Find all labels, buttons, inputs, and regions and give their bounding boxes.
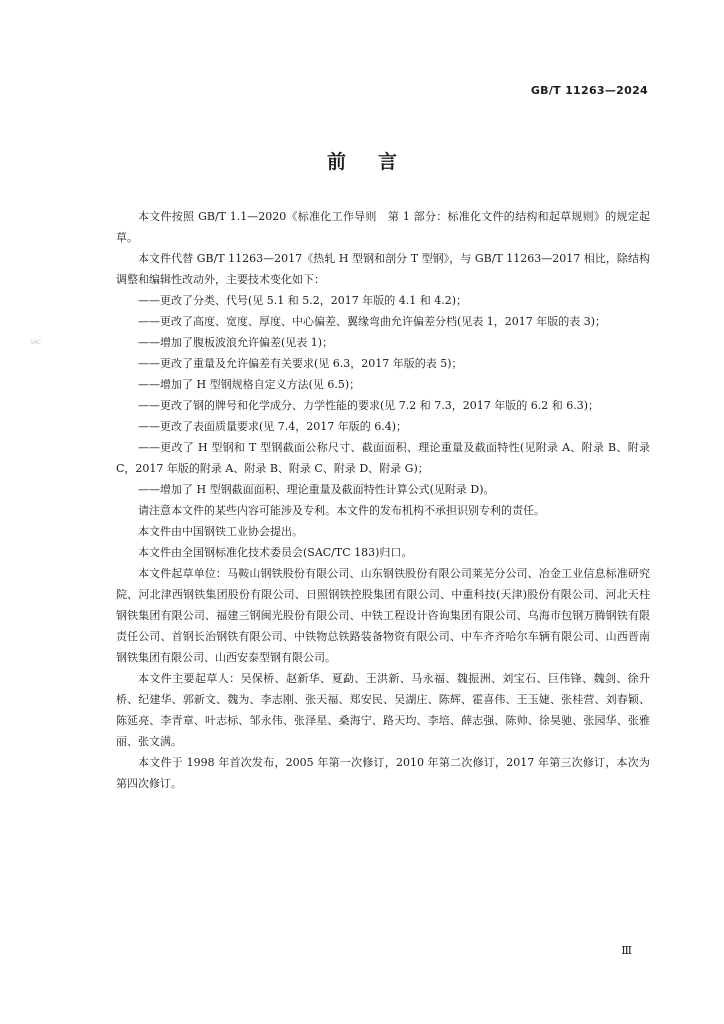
foreword-body bbox=[116, 206, 650, 794]
paragraph-committee: 本文件由全国钢标准化技术委员会(SAC/TC 183)归口。 bbox=[138, 546, 413, 559]
change-item: ——增加了 H 型钢截面面积、理论重量及截面特性计算公式(见附录 D)。 bbox=[138, 483, 495, 496]
paragraph-history: 本文件于 1998 年首次发布，2005 年第一次修订，2010 年第二次修订，2017 年第三次修订，本次为第四次修订。 bbox=[116, 756, 650, 790]
change-item: ——更改了高度、宽度、厚度、中心偏差、翼缘弯曲允许偏差分档(见表 1，2017 年版的表 3)； bbox=[138, 315, 607, 328]
sac-watermark: SAC bbox=[30, 339, 41, 346]
paragraph-drafting-units: 本文件起草单位：马鞍山钢铁股份有限公司、山东钢铁股份有限公司莱芜分公司、冶金工业信息标准研究院、河北津西钢铁集团股份有限公司、日照钢铁控股集团有限公司、中重科技(天津)股份有限公司、河北天柱钢铁集团有限公司、福建三钢闽光股份有限公司、中铁工程设计咨询集团有限公司、乌海市包钢万腾钢铁有限责任公司、首钢长治钢铁有限公司、中铁物总铁路装备物资有限公司、中车齐齐哈尔车辆有限公司、山西晋南钢铁集团有限公司、山西安泰型钢有限公司。 bbox=[116, 567, 650, 664]
change-item: ——增加了 H 型钢规格自定义方法(见 6.5)； bbox=[138, 378, 361, 391]
paragraph-proposer: 本文件由中国钢铁工业协会提出。 bbox=[138, 525, 303, 538]
paragraph-replacement: 本文件代替 GB/T 11263—2017《热轧 H 型钢和剖分 T 型钢》，与 GB/T 11263—2017 相比，除结构调整和编辑性改动外，主要技术变化如下： bbox=[116, 252, 650, 286]
change-item: ——更改了分类、代号(见 5.1 和 5.2，2017 年版的 4.1 和 4.2)； bbox=[138, 294, 468, 307]
paragraph-drafting-rule: 本文件按照 GB/T 1.1—2020《标准化工作导则 第 1 部分：标准化文件的结构和起草规则》的规定起草。 bbox=[116, 210, 650, 244]
page-number: Ⅲ bbox=[621, 944, 632, 957]
change-item: ——更改了重量及允许偏差有关要求(见 6.3，2017 年版的表 5)； bbox=[138, 357, 463, 370]
paragraph-patent-notice: 请注意本文件的某些内容可能涉及专利。本文件的发布机构不承担识别专利的责任。 bbox=[138, 504, 545, 517]
standard-code: GB/T 11263—2024 bbox=[530, 84, 648, 97]
paragraph-drafters: 本文件主要起草人：吴保桥、赵新华、夏勐、王洪新、马永福、魏振洲、刘宝石、巨伟锋、魏剑、徐升桥、纪建华、郭新文、魏为、李志刚、张天福、郑安民、吴湖庄、陈辉、霍喜伟、王玉婕、张桂营、刘春颖、陈延亮、李青章、叶志标、邹永伟、张泽星、桑海宁、路天均、李培、薛志强、陈帅、徐昊驰、张园华、张雅丽、张文满。 bbox=[116, 672, 650, 748]
change-item: ——更改了钢的牌号和化学成分、力学性能的要求(见 7.2 和 7.3，2017 年版的 6.2 和 6.3)； bbox=[138, 399, 600, 412]
page-title: 前言 bbox=[326, 151, 429, 173]
change-item: ——更改了 H 型钢和 T 型钢截面公称尺寸、截面面积、理论重量及截面特性(见附录 A、附录 B、附录 C，2017 年版的附录 A、附录 B、附录 C、附录 D、附录 G)； bbox=[116, 441, 650, 475]
change-item: ——更改了表面质量要求(见 7.4，2017 年版的 6.4)； bbox=[138, 420, 408, 433]
change-item: ——增加了腹板波浪允许偏差(见表 1)； bbox=[138, 336, 334, 349]
